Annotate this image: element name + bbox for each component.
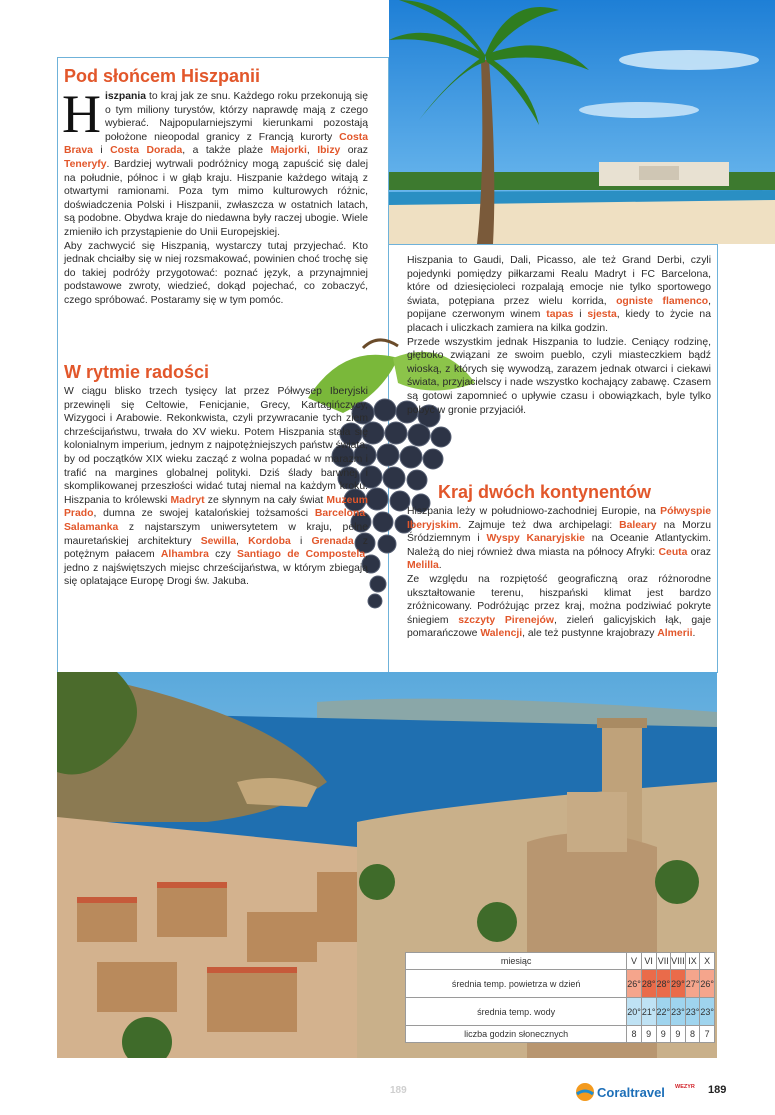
sun-hours-cell: 8 [627, 1026, 642, 1043]
air-temp-cell: 26° [627, 970, 642, 998]
water-temp-cell: 23° [685, 998, 700, 1026]
palm-beach-photo [389, 0, 775, 244]
heading-pod-slonscem: Pod słońcem Hiszpanii [64, 66, 261, 86]
intro-paragraph-2: Aby zachwycić się Hiszpanią, wystarczy tutaj przyjechać. Kto jednak chciałby się w niej rozsmakować, powinien choć trochę się do takiej podróży przygotować: poznać język, a przynajmniej podstawowe zwroty, wiedzieć, dokąd pojechać, co zobaczyć, czego spróbować. Postaramy się w tym pomóc. [64, 240, 368, 306]
page-number-faded: 189 [390, 1085, 407, 1096]
dropcap: H [62, 84, 101, 144]
heading-kraj-dwoch: Kraj dwóch kontynentów [438, 482, 652, 502]
sun-hours-cell: 8 [685, 1026, 700, 1043]
sun-hours-cell: 9 [641, 1026, 656, 1043]
water-temp-cell: 20° [627, 998, 642, 1026]
month-cell: V [627, 953, 642, 970]
sun-hours-label: liczba godzin słonecznych [406, 1026, 627, 1043]
table-row [406, 1026, 715, 1043]
water-temp-cell: 23° [700, 998, 715, 1026]
month-cell: VII [656, 953, 671, 970]
kraj-text: Hiszpania leży w południowo-zachodniej Europie, na Półwyspie Iberyjskim. Zajmuje też dwa archipelagi: Baleary na Morzu Śródziemnym i Wyspy Kanaryjskie na Oceanie Atlantyckim. Należą do niej również dwa miasta na północy Afryki: Ceuta oraz Melilla. Ze względu na rozpiętość geograficzną oraz różnorodne ukształtowanie terenu, hiszpański klimat jest bardzo zróżnicowany. Podróżując przez kraj, można podziwiać pokryte śniegiem szczyty Pirenejów, zieleń galicyjskich łąk, gaje pomarańczowe Walencji, ale też pustynne krajobrazy Almerii. [407, 506, 711, 640]
table-row [406, 970, 715, 998]
sun-hours-cell: 9 [656, 1026, 671, 1043]
water-temp-label: średnia temp. wody [406, 998, 627, 1026]
air-temp-cell: 29° [671, 970, 686, 998]
heading-w-rytmie: W rytmie radości [64, 362, 210, 382]
air-temp-cell: 28° [641, 970, 656, 998]
sun-hours-cell: 9 [671, 1026, 686, 1043]
logo-text: Coraltravel [597, 1085, 665, 1100]
month-cell: X [700, 953, 715, 970]
air-temp-cell: 28° [656, 970, 671, 998]
page-number: 189 [708, 1084, 727, 1096]
table-row [406, 953, 715, 970]
water-temp-cell: 23° [671, 998, 686, 1026]
air-temp-label: średnia temp. powietrza w dzień [406, 970, 627, 998]
month-cell: VI [641, 953, 656, 970]
right-text: Hiszpania to Gaudi, Dali, Picasso, ale też Grand Derbi, czyli pojedynki pomiędzy piłkarzami Realu Madryt i FC Barcelona, które od dziesięcioleci rozpalają emocje nie tylko sportowego świata, potępiana przez wielu korrida, ogniste flamenco, popijane czerwonym winem tapas i sjesta, kiedy to życie na placach i uliczkach zamiera na kilka godzin. Przede wszystkim jednak Hiszpania to ludzie. Ceniący rodzinę, głęboko związani ze swoim pueblo, czyli miasteczkiem bądź wioską, z których się wywodzą, zarazem jednak otwarci i ciekawi świata, przyjacielscy i nade wszystko kochający zabawę. Czasem są gotowi zapomnieć o upływie czasu i obowiązkach, byle tylko pobyć w gronie przyjaciół. [407, 255, 712, 416]
coraltravel-logo [575, 1080, 700, 1104]
air-temp-cell: 26° [700, 970, 715, 998]
water-temp-cell: 21° [641, 998, 656, 1026]
climate-table [405, 952, 715, 1043]
logo-small-text: WEZYR [675, 1084, 695, 1090]
table-row [406, 998, 715, 1026]
sun-hours-cell: 7 [700, 1026, 715, 1043]
water-temp-cell: 22° [656, 998, 671, 1026]
rytm-text: W ciągu blisko trzech tysięcy lat przez Półwysep Iberyjski przewinęli się Celtowie, Fenicjanie, Grecy, Kartagińczycy, Wizygoci i Arabowie. Rekonkwista, czyli przywracanie tych ziem chrześcijaństwu, trwała do XV wieku. Potem Hiszpania stała się kolonialnym imperium, jednym z najpotężniejszych państw świata, by od początków XIX wieku zacząć z wolna popadać w marazm i trafić na margines globalnej polityki. Dziś ślady barwnej i skomplikowanej przeszłości widać tutaj niemal na każdym kroku. Hiszpania to królewski Madryt ze słynnym na cały świat Muzeum Prado, dumna ze swojej katalońskiej tożsamości Barcelona, Salamanka z najstarszym uniwersytetem w kraju, pełne mauretańskiej architektury Sewilla, Kordoba i Grenada z potężnym pałacem Alhambra czy Santiago de Compostela, jedno z najświętszych miejsc chrześcijaństwa, w którym zbiegają się oplatające Europę Drogi św. Jakuba. [64, 386, 368, 588]
month-cell: VIII [671, 953, 686, 970]
month-cell: IX [685, 953, 700, 970]
month-label: miesiąc [406, 953, 627, 970]
air-temp-cell: 27° [685, 970, 700, 998]
intro-text: Hiszpania to kraj jak ze snu. Każdego roku przekonują się o tym miliony turystów, którzy naprawdę mają z czego wybierać. Najpopularniejszymi kierunkami pozostają położone nieopodal granicy z Francją kurorty Costa Brava i Costa Dorada, a także plaże Majorki, Ibizy oraz Teneryfy. Bardziej wytrwali podróżnicy mogą zapuścić się dalej na południe, północ i w głąb kraju. Hiszpanie każdego witają z otwartymi ramionami. Poza tym mimo kulturowych różnic, doświadczenia Polski i Hiszpanii, zwłaszcza w ostatnich latach, są podobne. Obydwa kraje do niedawna były raczej ubogie. Wiele zmieniło ich przystąpienie do Unii Europejskiej. Aby zachwycić się Hiszpanią, wystarczy tutaj przyjechać. Kto jednak chciałby się w niej rozsmakować, powinien choć trochę się do takiej podróży przygotować: poznać język, a przynajmniej podstawowe zwroty, wiedzieć, dokąd pojechać, co zobaczyć, czego spróbować. Postaramy się w tym pomóc. [62, 84, 368, 306]
right-paragraph-2: Przede wszystkim jednak Hiszpania to ludzie. Ceniący rodzinę, głęboko związani ze swoim pueblo, czyli miasteczkiem bądź wioską, z których się wywodzą, zarazem jednak otwarci i ciekawi świata, przyjacielscy i nade wszystko kochający zabawę. Czasem są gotowi zapomnieć o upływie czasu i obowiązkach, byle tylko pobyć w gronie przyjaciół. [407, 336, 711, 416]
